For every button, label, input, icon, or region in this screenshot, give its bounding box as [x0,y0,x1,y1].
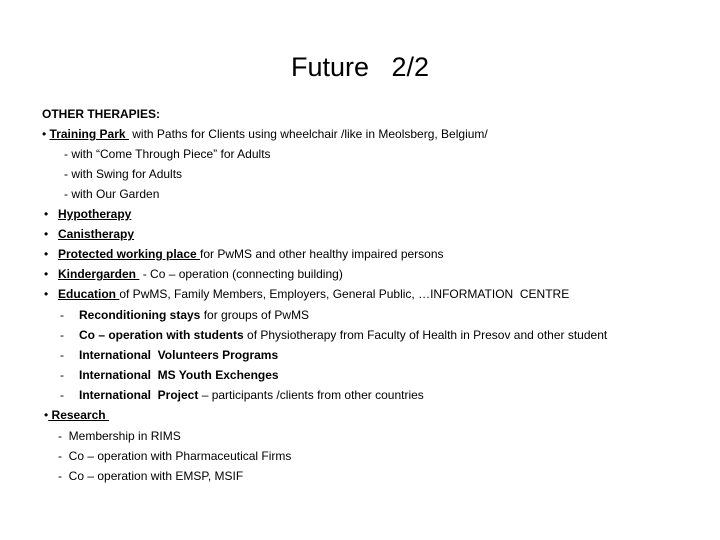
bullet-icon: • [44,408,49,422]
sub-item-text: for groups of PwMS [203,308,310,322]
bullet-icon: • [44,247,49,261]
bullet-icon: • [44,287,49,301]
list-item-research [44,407,109,423]
sub-item-text: of Physiotherapy from Faculty of Health in Presov and other student [247,328,608,342]
sub-item: - Membership in RIMS [58,429,181,443]
sub-item [60,347,278,363]
sub-item [60,307,309,323]
list-item-hypotherapy [44,206,131,222]
list-item-canistherapy [44,226,134,242]
sub-item-bold: Reconditioning stays [79,308,204,322]
item-label: Canistherapy [58,227,135,241]
item-label: Education [58,287,120,301]
item-label: Training Park [49,127,129,141]
sub-item-bold: International Project [79,388,199,402]
slide-title: Future 2/2 [290,52,430,82]
bullet-icon: • [44,227,49,241]
item-label: Kindergarden [58,267,140,281]
dash-icon: - [60,308,64,322]
sub-item: - with Our Garden [64,187,160,201]
sub-item: - Co – operation with EMSP, MSIF [58,469,244,483]
bullet-icon: • [42,127,47,141]
section-heading: OTHER THERAPIES: [42,107,161,121]
sub-item-bold: International Volunteers Programs [79,348,279,362]
sub-item-bold: Co – operation with students [79,328,248,342]
dash-icon: - [60,368,64,382]
item-text: - Co – operation (connecting building) [139,267,343,281]
sub-item: - Co – operation with Pharmaceutical Firms [58,449,292,463]
item-label: Research [48,408,109,422]
sub-item [60,387,424,403]
item-text: for PwMS and other healthy impaired persons [200,247,444,261]
item-text: with Paths for Clients using wheelchair /like in Meolsberg, Belgium/ [128,127,488,141]
sub-item-bold: International MS Youth Exchenges [79,368,279,382]
dash-icon: - [60,388,64,402]
bullet-icon: • [44,267,49,281]
sub-item [60,367,279,383]
list-item-education [44,286,569,302]
item-label: Hypotherapy [58,207,132,221]
item-label: Protected working place [58,247,201,261]
sub-item [60,327,607,343]
sub-item: - with “Come Through Piece” for Adults [64,147,271,161]
dash-icon: - [60,348,64,362]
sub-item-text: – participants /clients from other countries [198,388,424,402]
list-item-kindergarden [44,266,343,282]
item-text: of PwMS, Family Members, Employers, General Public, …INFORMATION CENTRE [119,287,570,301]
bullet-icon: • [44,207,49,221]
sub-item: - with Swing for Adults [64,167,183,181]
list-item-training-park [42,126,488,142]
dash-icon: - [60,328,64,342]
list-item-protected-work [44,246,444,262]
